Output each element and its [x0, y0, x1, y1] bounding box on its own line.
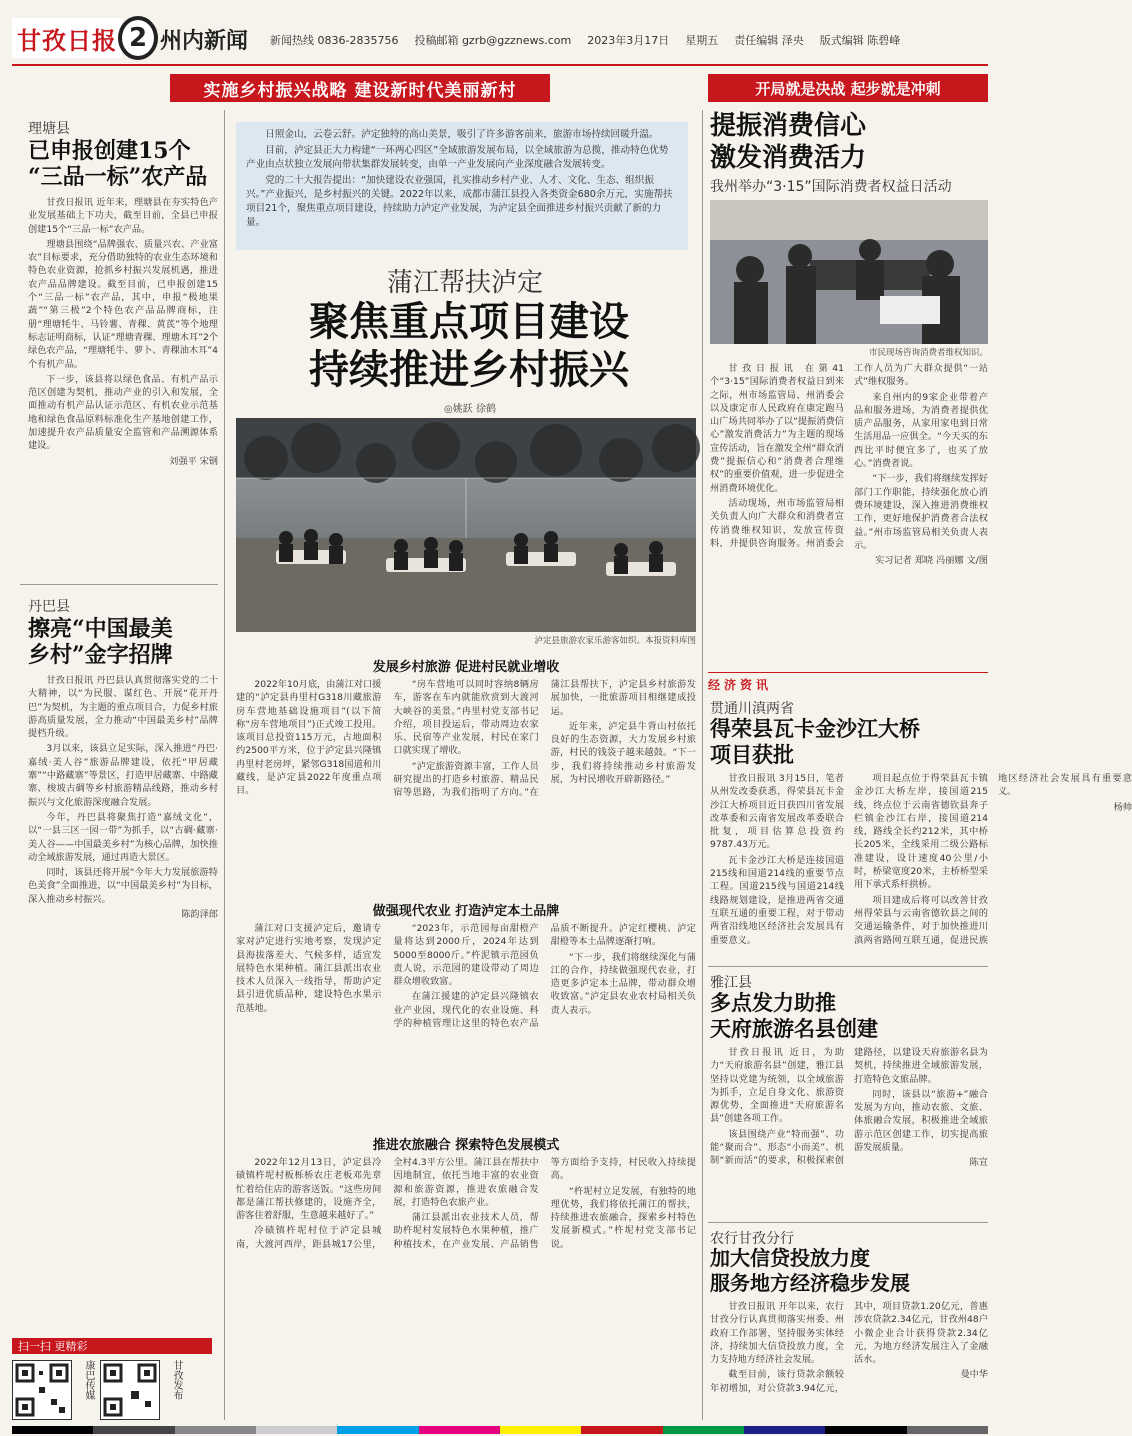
weekday: 星期五	[685, 34, 719, 47]
byline: ◎姚跃 徐鹤	[444, 404, 496, 415]
section1-body	[236, 678, 696, 888]
paragraph: 甘孜日报讯 近年来，理塘县在夯实特色产业发展基础上下功夫，截至目前，全县已申报创建15个“三品一标”农产品。	[28, 197, 218, 235]
story-divider	[708, 966, 988, 967]
header-info-bar	[270, 30, 982, 50]
story1-body	[28, 196, 218, 576]
paragraph: 冷碛镇杵坭村位于泸定县城南，大渡河西岸，距县城17公里，全村4.3平方公里。蒲江县在帮扶中因地制宜，依托当地丰富的农业资源和旅游资源，推进农旅融合发展，打造特色农旅产业。	[236, 1157, 539, 1250]
author: 刘强平 宋钢	[169, 455, 218, 467]
print-color-bar	[12, 1426, 988, 1434]
section2-heading: 做强现代农业 打造泸定本土品牌	[372, 904, 560, 919]
paragraph: 在蒲江援建的泸定县兴隆镇农业产业园，现代化的农业设施、科学的种植管理让这里的特色农产品品质不断提升。泸定红樱桃、泸定甜橙等本土品牌逐渐打响。	[393, 923, 696, 1030]
author: 杨帅	[1113, 801, 1132, 813]
kicker-title: 蒲江帮扶泸定	[386, 268, 543, 298]
paragraph: 截至目前，该行贷款余额较年初增加，对公贷款3.94亿元，其中，项目贷款1.20亿元，普惠涉农贷款2.34亿元，甘孜州48户小微企业合计获得贷款2.34亿元，为地方经济发展注入了金融活水。	[710, 1301, 988, 1394]
right-story2-body	[710, 772, 1132, 962]
author: 实习记者 郑晓 冯丽娜 文/图	[875, 555, 988, 567]
paragraph: 甘孜日报讯 丹巴县认真贯彻落实党的二十大精神，以“为民服、谋红色、开展“花开丹巴”为契机，为主题的重点项目合，力促乡村旅游高质量发展，全力推动“中国最美乡村”品牌提档升级。	[28, 675, 218, 740]
section2-body	[236, 922, 696, 1122]
paragraph: 项目起点位于得荣县瓦卡镇金沙江大桥左岸，接国道215线，终点位于云南省德钦县奔子栏镇金沙江右岸，接国道214线，路线全长约212米，其中桥长205米，全线采用二级公路标准建设，设计速度40公里/小时，桥梁宽度20米，主桥桥型采用下承式系杆拱桥。	[854, 773, 988, 891]
date: 2023年3月17日	[587, 34, 670, 47]
paragraph: 日照金山，云卷云舒。泸定独特的高山美景，吸引了许多游客前来，旅游市场持续回暖升温。	[265, 129, 659, 140]
column-divider-right	[702, 110, 703, 1420]
paragraph: 该县围绕产业“特而强”、功能“聚而合”、形态“小而美”、机制“新而活”的要求，积极探索创建路径，以建设天府旅游名县为契机，持续推进全域旅游发展，打造特色文旅品牌。	[710, 1047, 988, 1167]
paragraph: 来自州内的9家企业带着产品和服务进场，为消费者提供优质产品服务，从家用家电到日常生活用品一应俱全。“今天买的东西比平时便宜多了，也买了放心。”消费者说。	[854, 391, 988, 470]
section-title	[160, 24, 260, 54]
story-divider	[20, 584, 218, 585]
hotline: 新闻热线 0836-2835756	[270, 34, 399, 47]
page-number: 2	[128, 23, 148, 53]
masthead-logo	[12, 18, 122, 58]
paragraph: 甘孜日报讯 3月15日，笔者从州发改委获悉，得荣县瓦卡金沙江大桥项目近日获四川省发展改革委和云南省发展改革委联合批复，项目估算总投资约9787.43万元。	[710, 773, 844, 851]
paragraph: 甘孜日报讯 在第41个“3·15”国际消费者权益日到来之际，州市场监管局、州消委会以及康定市人民政府在康定跑马山广场共同举办了以“提振消费信心”激发消费活力”为主题的现场宣传活动，旨在激发全州“群众消费”提振信心和“消费者合理维权”的重要价值观，进一步促进全州消费环境优化。	[710, 363, 844, 494]
paragraph: 2022年12月13日，泸定县冷碛镇杵坭村板栎桥农庄老板邓先章忙着给住店的游客送饭。“这些房间都是蒲江帮扶修建的，设施齐全，游客住着舒服，生意越来越好了。”	[236, 1157, 382, 1222]
main-photo	[236, 418, 696, 632]
paragraph: “房车营地可以同时容纳8辆房车，游客在车内就能欣赏到大渡河大峡谷的美景。”冉里村党支部书记介绍，项目投运后，带动周边农家乐、民宿等产业发展，村民在家门口就实现了增收。	[393, 679, 539, 757]
main-headline: 聚焦重点项目建设 持续推进乡村振兴	[309, 298, 629, 393]
paragraph: 党的二十大报告提出：“加快建设农业强国，扎实推动乡村产业、人才、文化、生态、组织振兴。”产业振兴，是乡村振兴的关键。2022年以来，成都市蒲江县投入各类资金680余万元，实施帮扶项目21个，聚焦重点项目建设，持续助力泸定产业发展，为泸定县全面推进乡村振兴贡献了新的力量。	[246, 175, 673, 228]
app-label-kangba: 康巴传媒	[83, 1360, 94, 1400]
paragraph: 甘孜日报讯 近日，为助力“天府旅游名县”创建，雅江县坚持以党建为统领，以全域旅游为抓手，立足自身文化、旅游资源优势，全面推进“天府旅游名县”创建各项工作。	[710, 1047, 844, 1125]
right-story3-body	[710, 1046, 988, 1220]
brief-divider	[708, 672, 988, 673]
story2-headline: 擦亮“中国最美 乡村”金字招牌	[28, 616, 173, 668]
story2-body	[28, 674, 218, 1364]
right-story2-title: 得荣县瓦卡金沙江大桥 项目获批	[710, 716, 920, 767]
qr-code-icon[interactable]	[100, 1360, 160, 1420]
banner-left: 实施乡村振兴战略 建设新时代美丽新村	[170, 74, 550, 102]
story-divider	[708, 1222, 988, 1223]
right-story4-county: 农行甘孜分行	[710, 1231, 794, 1247]
header-divider	[12, 64, 988, 66]
qr-label: 扫一扫 更精彩	[12, 1338, 212, 1354]
story2-county: 丹巴县	[28, 599, 70, 615]
paragraph: “下一步，我们将继续发挥好部门工作职能，持续强化放心消费环境建设，深入推进消费维权工作，更好地保护消费者合法权益。”州市场监管局相关负责人表示。	[854, 473, 988, 551]
story1-headline: 已申报创建15个 “三品一标”农产品	[28, 138, 208, 190]
right-story2-county: 贯通川滇两省	[710, 701, 794, 717]
paragraph: 项目建成后将可以改善甘孜州得荣县与云南省德钦县之间的交通运输条件，对于加快推进川滇两省路网互联互通，促进民族地区经济社会发展具有重要意义。	[854, 773, 1132, 946]
banner-right: 开局就是决战 起步就是冲刺	[708, 74, 988, 102]
right-story1-subtitle: 我州举办“3·15”国际消费者权益日活动	[710, 179, 952, 195]
right-story3-county: 雅江县	[710, 975, 752, 991]
layout-editor: 版式编辑 陈碧峰	[819, 34, 901, 47]
brief-section-tag: 经济资讯	[708, 678, 773, 692]
paragraph: 目前，泸定县正大力构建“一环两心四区”全域旅游发展布局，以全域旅游为总揽，推动特色优势产业由点状独立发展向带状集群发展转变，由单一产业发展向产业深度融合发展转变。	[246, 145, 669, 170]
paragraph: 近年来，泸定县牛背山村依托良好的生态资源，大力发展乡村旅游，村民的钱袋子越来越鼓。“下一步，我们将持续推动乡村旅游发展，为村民增收开辟新路径。”	[550, 720, 696, 786]
app-label-ganzi: 甘孜发布	[171, 1360, 182, 1400]
paragraph: 3月以来，该县立足实际，深入推进“丹巴·嘉绒·美人谷”旅游品牌建设，依托“甲居藏寨”“中路藏寨”等景区，打造甲居藏寨、中路藏寨、梭坡古碉等乡村旅游精品线路，推动乡村振兴与文化旅游深度融合发展。	[28, 743, 218, 808]
consumer-event-photo	[710, 200, 988, 344]
right-story4-title: 加大信贷投放力度 服务地方经济稳步发展	[710, 1246, 910, 1295]
paragraph: 2022年10月底，由蒲江对口援建的“泸定县冉里村G318川藏旅游房车营地基础设施项目”(以下简称“房车营地项目”)正式竣工投用。该项目总投资115万元，占地面积约2500平方米，位于泸定县兴隆镇冉里村老房坪，紧邻G318国道和川藏线，是泸定县2022年度重点项目。	[236, 679, 382, 797]
right-story1-body	[710, 362, 988, 662]
section3-heading: 推进农旅融合 探索特色发展模式	[372, 1138, 560, 1153]
page-number-badge	[118, 16, 158, 60]
paragraph: 理塘县围绕“品牌强农、质量兴农、产业富农”目标要求，充分借助独特的农业生态环境和特色农业资源，抢抓乡村振兴发展机遇，推进农产品品牌建设。截至目前，已申报创建15个“三品一标”农产品，其中，申报“极地果蔬”“第三极”2个特色农产品品牌商标，注册“理塘牦牛、马铃薯、青稞、黄芪”等个地理标志证明商标，认证“理塘青稞、理塘木耳”2个绿色农产品，“理塘牦牛、萝卜、青稞油木耳”4个有机产品。	[28, 238, 218, 370]
paragraph: 蒲江对口支援泸定后，邀请专家对泸定进行实地考察，发现泸定县海拔落差大、气候多样，适宜发展特色水果种植。蒲江县派出农业技术人员深入一线指导，帮助泸定县引进优质品种，建设特色水果示范基地。	[236, 923, 382, 1014]
paragraph: “杵坭村立足发展，有独特的地理优势，我们将依托蒲江的帮扶，持续推进农旅融合，探索乡村特色发展新模式。”杵坭村党支部书记说。	[550, 1185, 696, 1250]
paragraph: “泸定旅游资源丰富，工作人员研究提出的打造乡村旅游、精品民宿等思路，为我们指明了方向。”在蒲江县帮扶下，泸定县乡村旅游发展加快，一批旅游项目相继建成投运。	[393, 679, 696, 799]
right-photo-caption: 市民现场咨询消费者维权知识。	[868, 348, 988, 358]
right-story3-title: 多点发力助推 天府旅游名县创建	[710, 990, 878, 1041]
paragraph: 下一步，该县将以绿色食品、有机产品示范区创建为契机，推动产业的引入和发展，全面推动有机产品认证示范区、有机农业示范基地和绿色食品原料标准化生产基地创建工作，加速提升农产品质量安全监管和产品溯源体系建设。	[28, 373, 218, 452]
section-label: 州内新闻	[160, 27, 249, 54]
right-story4-body	[710, 1300, 988, 1418]
column-divider-left	[224, 110, 225, 1420]
paragraph: 蒲江县派出农业技术人员，帮助杵坭村发展特色水果种植，推广种植技术，在产业发展、产品销售等方面给予支持，村民收入持续提高。	[393, 1157, 696, 1250]
paper-name: 甘孜日报	[17, 25, 117, 55]
intro-box	[236, 122, 688, 250]
right-story1-title: 提振消费信心 激发消费活力	[710, 111, 867, 173]
paragraph: 同时，该县还将开展“今年大力发展旅游特色美食”全面推进，以“中国最美乡村”为目标，深入推动乡村振兴。	[28, 867, 218, 905]
story1-county: 理塘县	[28, 121, 70, 137]
paragraph: “2023年，示范园每亩甜橙产量将达到2000斤，2024年达到5000至8000斤。”杵泥镇示范园负责人说，示范园的建设带动了周边群众增收致富。	[393, 923, 539, 988]
section3-body	[236, 1156, 696, 1416]
paragraph: 活动现场，州市场监管局相关负责人向广大群众和消费者宣传消费维权知识，发放宣传资料，并提供咨询服务。州消委会工作人员为广大群众提供“一站式”维权服务。	[710, 363, 988, 549]
paragraph: 瓦卡金沙江大桥是连接国道215线和国道214线的重要节点工程。国道215线与国道214线线路规划建设，是推进两省交通互联互通的重要工程，对于带动两省沿线地区经济社会发展具有重要意义。	[710, 854, 844, 946]
section1-heading: 发展乡村旅游 促进村民就业增收	[372, 660, 560, 675]
qr-code-icon[interactable]	[12, 1360, 72, 1420]
author: 曼中华	[960, 1369, 988, 1381]
paragraph: 同时，该县以“旅游+”融合发展为方向，推动农旅、文旅、体旅融合发展，积极推进全域旅游示范区创建工作，切实提高旅游发展质量。	[854, 1088, 988, 1154]
photo-caption: 泸定县旅游农家乐游客如织。本报资料库图	[534, 636, 696, 646]
paragraph: 今年，丹巴县将聚焦打造“嘉绒文化”，以“一县三区一园一带”为抓手，以“古碉·藏寨·美人谷——中国最美乡村”为核心品牌，加快推动全域旅游发展，通过再造大景区。	[28, 811, 218, 863]
paragraph: “下一步，我们将继续深化与蒲江的合作，持续做强现代农业，打造更多泸定本土品牌，带动群众增收致富。”泸定县农业农村局相关负责人表示。	[550, 951, 696, 1016]
author: 陈韵泽郎	[181, 909, 218, 921]
author: 陈宣	[969, 1157, 988, 1169]
editor: 责任编辑 泽央	[734, 34, 804, 47]
email: 投稿邮箱 gzrb@gzznews.com	[414, 34, 572, 47]
paragraph: 甘孜日报讯 开年以来，农行甘孜分行认真贯彻落实州委、州政府工作部署，坚持服务实体经济，持续加大信贷投放力度，全力支持地方经济社会发展。	[710, 1301, 844, 1366]
